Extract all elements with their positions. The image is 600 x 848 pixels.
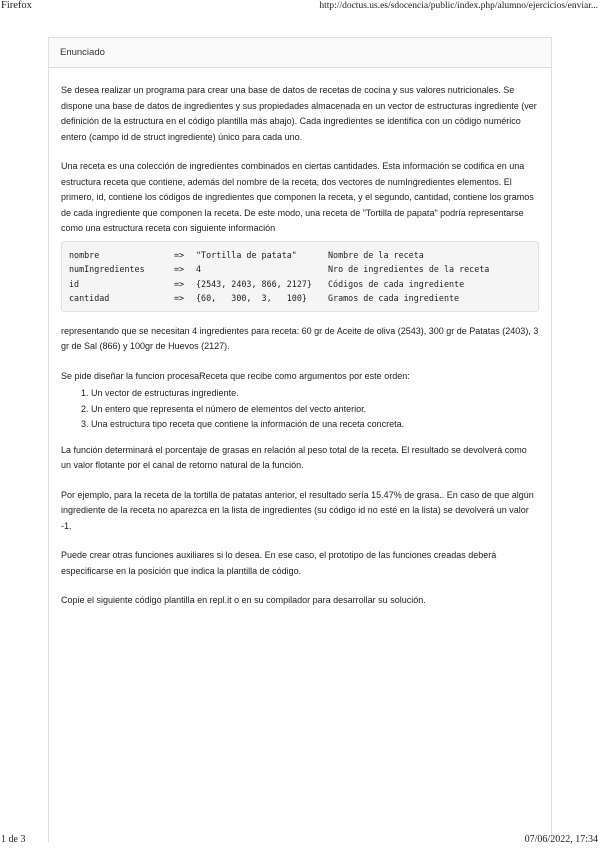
code-desc: Nro de ingredientes de la receta	[328, 264, 490, 274]
card-title: Enunciado	[49, 38, 551, 68]
list-item: 3. Una estructura tipo receta que contiene la información de una receta concreta.	[91, 417, 539, 433]
list-item: 2. Un entero que representa el número de elementos del vecto anterior.	[91, 402, 539, 418]
statement-body	[49, 68, 551, 609]
code-arrow: =>	[174, 293, 185, 303]
statement-card	[48, 37, 552, 842]
code-field: numIngredientes	[69, 264, 145, 274]
code-arrow: =>	[174, 249, 185, 260]
code-desc: Gramos de cada ingrediente	[328, 293, 460, 303]
result-paragraph: La función determinará el porcentaje de grasas en relación al peso total de la receta. El resultado se devolverá como un valor flotante por el canal de retorno natural de la función.	[61, 444, 527, 470]
code-arrow: =>	[174, 278, 185, 289]
code-row-id	[69, 277, 531, 292]
code-row-cantidad	[69, 291, 531, 306]
browser-name: Firefox	[1, 0, 32, 11]
code-field: cantidad	[69, 293, 110, 303]
code-arrow: =>	[174, 264, 185, 274]
code-row-num-ingredientes	[69, 262, 531, 277]
template-paragraph: Copie el siguiente código plantilla en repl.it o en su compilador para desarrollar su solución.	[61, 595, 426, 605]
code-example	[61, 241, 539, 312]
code-row-nombre	[69, 248, 531, 263]
arguments-list	[61, 386, 539, 433]
code-field: nombre	[69, 249, 100, 260]
task-paragraph: Se pide diseñar la funcion procesaReceta que recibe como argumentos por este orden:	[61, 370, 410, 381]
code-field: id	[69, 278, 80, 289]
print-datetime: 07/06/2022, 17:34	[524, 834, 598, 845]
example-result-paragraph: Por ejemplo, para la receta de la tortilla de patatas anterior, el resultado sería 15.47% de grasa.. En caso de que algún ingrediente de la receta no aparezca en la lista de ingredientes (su código id no esté en la lista) se devolverá un valor -1.	[61, 489, 534, 531]
page-url: http://doctus.us.es/sdocencia/public/index.php/alumno/ejercicios/enviar...	[319, 1, 598, 11]
code-value: {60, 300, 3, 100}	[196, 293, 307, 303]
intro-paragraph: Se desea realizar un programa para crear una base de datos de recetas de cocina y sus valores nutricionales. Se dispone una base de datos de ingredientes y sus propiedades almacenada en un vector de estructuras ingrediente (ver definición de la estructura en el código plantilla más abajo). Cada ingredientes se identifica con un código numérico entero (campo id de struct ingrediente) único para cada uno.	[61, 85, 537, 142]
code-value: 4	[196, 264, 202, 274]
code-desc: Códigos de cada ingrediente	[328, 278, 465, 289]
code-desc: Nombre de la receta	[328, 249, 424, 260]
page-number: 1 de 3	[1, 834, 26, 845]
list-item: 1. Un vector de estructuras ingrediente.	[91, 386, 539, 402]
recipe-paragraph: Una receta es una colección de ingredientes combinados en ciertas cantidades. Esta información se codifica en una estructura receta que contiene, además del nombre de la receta, dos vectores de numIngredientes elementos. El primero, id, contiene los códigos de ingredientes que componen la receta, y el segundo, cantidad, contiene los gramos de cada ingrediente que componen la receta. De este modo, una receta de "Tortilla de papata" podría representarse como una estructura receta con siguiente información	[61, 161, 534, 233]
code-value: {2543, 2403, 866, 2127}	[196, 278, 312, 289]
example-paragraph: representando que se necesitan 4 ingredientes para receta: 60 gr de Aceite de oliva (2543), 300 gr de Patatas (2403), 3 gr de Sal (866) y 100gr de Huevos (2127).	[61, 325, 539, 351]
code-value: "Tortilla de patata"	[196, 249, 297, 260]
auxiliary-paragraph: Puede crear otras funciones auxiliares si lo desea. En ese caso, el prototipo de las funciones creadas deberá especificarse en la posición que indica la plantilla de código.	[61, 550, 497, 576]
